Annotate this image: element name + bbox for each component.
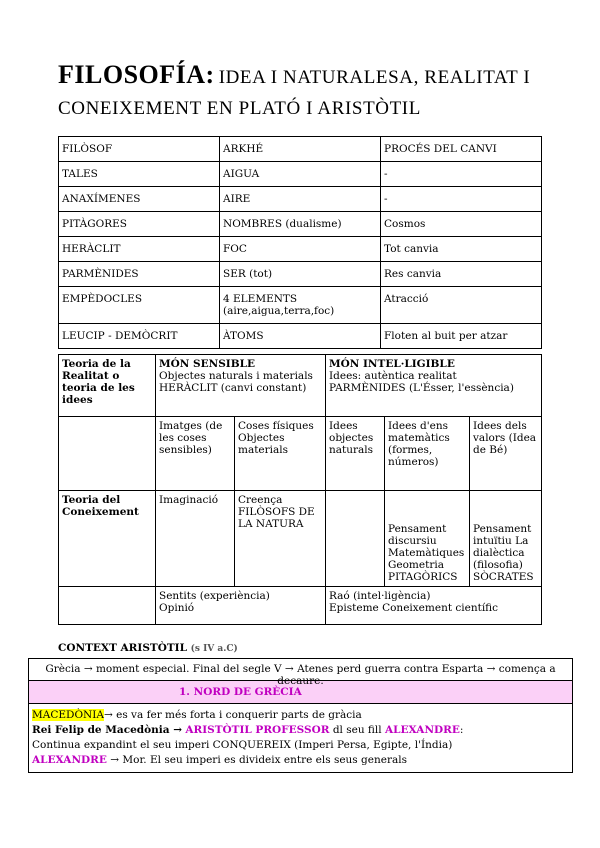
section-heading: 1. NORD DE GRÈCIA xyxy=(29,681,572,704)
sensible-line2: HERÀCLIT (canvi constant) xyxy=(159,382,307,394)
table-cell xyxy=(59,587,156,625)
table-row xyxy=(59,237,542,262)
table-row xyxy=(59,162,542,187)
intel-line2: PARMÈNIDES (L'Ésser, l'essència) xyxy=(329,382,514,394)
table-cell: ÀTOMS xyxy=(220,324,381,349)
alexandre2-text: ALEXANDRE xyxy=(32,754,107,766)
sensible-line1: Objectes naturals i materials xyxy=(159,370,313,382)
table-cell: Floten al buit per atzar xyxy=(381,324,542,349)
table-cell: SER (tot) xyxy=(220,262,381,287)
table-cell: 4 ELEMENTS (aire,aigua,terra,foc) xyxy=(220,287,381,324)
context-body xyxy=(29,704,572,772)
table-cell: FOC xyxy=(220,237,381,262)
aristotil-text: ARISTÒTIL PROFESSOR xyxy=(185,724,330,736)
table-header: PROCÉS DEL CANVI xyxy=(381,137,542,162)
table-cell: AIRE xyxy=(220,187,381,212)
intel-line1: Idees: autèntica realitat xyxy=(329,370,457,382)
rao-cell xyxy=(326,587,542,625)
rao-line2: Episteme Coneixement científic xyxy=(329,602,499,614)
table-cell: Idees dels valors (Idea de Bé) xyxy=(470,417,542,491)
sentits-line1: Sentits (experiència) xyxy=(159,590,270,602)
page-title xyxy=(58,60,558,125)
context-sub: (s IV a.C) xyxy=(190,644,238,654)
title-rest1: IDEA I NATURALESA, REALITAT I xyxy=(218,67,531,88)
table-cell: Creença FILÒSOFS DE LA NATURA xyxy=(235,491,326,587)
rei-line xyxy=(32,723,569,738)
table-row xyxy=(59,187,542,212)
table-cell: Imaginació xyxy=(156,491,235,587)
table-cell: ANAXÍMENES xyxy=(59,187,220,212)
macedonia-highlight: MACEDÒNIA xyxy=(32,709,104,721)
table-cell: EMPÈDOCLES xyxy=(59,287,220,324)
table-cell: Idees objectes naturals xyxy=(326,417,385,491)
teoria-realitat-cell: Teoria de la Realitat o teoria de les idees xyxy=(59,355,156,417)
title-main: FILOSOFÍA: xyxy=(58,60,215,89)
context-label: CONTEXT ARISTÒTIL xyxy=(58,642,187,654)
alexandre-text: ALEXANDRE xyxy=(385,724,460,736)
table-row xyxy=(59,587,542,625)
continua-line: Continua expandint el seu imperi CONQUEREIX (Imperi Persa, Egipte, l'Índia) xyxy=(32,739,453,751)
table-row xyxy=(59,417,542,491)
mon-sensible-cell xyxy=(156,355,326,417)
philosophers-table xyxy=(58,136,542,349)
table-row xyxy=(59,355,542,417)
table-header-row xyxy=(59,137,542,162)
table-cell: PARMÈNIDES xyxy=(59,262,220,287)
rao-line1: Raó (intel·ligència) xyxy=(329,590,431,602)
sentits-cell xyxy=(156,587,326,625)
table-cell: Pensament discursiu Matemàtiques Geometria PITAGÒRICS xyxy=(385,491,470,587)
mon-sensible-title: MÓN SENSIBLE xyxy=(159,358,255,370)
context-heading xyxy=(58,642,238,654)
sentits-line2: Opinió xyxy=(159,602,195,614)
table-cell: Tot canvia xyxy=(381,237,542,262)
table-header: FILÒSOF xyxy=(59,137,220,162)
table-row xyxy=(59,212,542,237)
table-row xyxy=(59,491,542,587)
macedonia-line xyxy=(32,708,569,723)
table-header: ARKHÉ xyxy=(220,137,381,162)
alexandre-line xyxy=(32,753,569,768)
dl-text: dl seu fill xyxy=(332,724,382,736)
title-rest2: CONEIXEMENT EN PLATÓ I ARISTÒTIL xyxy=(58,98,421,119)
table-cell: - xyxy=(381,187,542,212)
table-cell: Cosmos xyxy=(381,212,542,237)
table-cell: HERÀCLIT xyxy=(59,237,220,262)
table-cell: Res canvia xyxy=(381,262,542,287)
table-cell: - xyxy=(381,162,542,187)
table-cell xyxy=(326,491,385,587)
table-row xyxy=(59,287,542,324)
mon-intel-cell xyxy=(326,355,542,417)
table-row xyxy=(59,324,542,349)
context-box xyxy=(28,658,573,773)
table-cell: PITÀGORES xyxy=(59,212,220,237)
colon-text: : xyxy=(459,724,464,736)
mor-text: → Mor. El seu imperi es divideix entre els seus generals xyxy=(110,754,407,766)
macedonia-rest: → es va fer més forta i conquerir parts de gràcia xyxy=(103,709,362,721)
table-cell: Pensament intuïtiu La dialèctica (filosofia) SÒCRATES xyxy=(470,491,542,587)
table-cell: Atracció xyxy=(381,287,542,324)
context-line1: Grècia → moment especial. Final del segle V → Atenes perd guerra contra Esparta → comença a decaure. xyxy=(29,659,572,681)
table-cell: NOMBRES (dualisme) xyxy=(220,212,381,237)
table-cell: TALES xyxy=(59,162,220,187)
table-cell: Coses físiques Objectes materials xyxy=(235,417,326,491)
rei-text: Rei Felip de Macedònia → xyxy=(32,724,182,736)
table-cell: LEUCIP - DEMÒCRIT xyxy=(59,324,220,349)
table-cell: Idees d'ens matemàtics (formes, números) xyxy=(385,417,470,491)
mon-intel-title: MÓN INTEL·LIGIBLE xyxy=(329,358,455,370)
table-cell: Imatges (de les coses sensibles) xyxy=(156,417,235,491)
table-cell: AIGUA xyxy=(220,162,381,187)
teoria-coneixement-cell: Teoria del Coneixement xyxy=(59,491,156,587)
plato-theory-table xyxy=(58,354,542,625)
table-cell xyxy=(59,417,156,491)
table-row xyxy=(59,262,542,287)
